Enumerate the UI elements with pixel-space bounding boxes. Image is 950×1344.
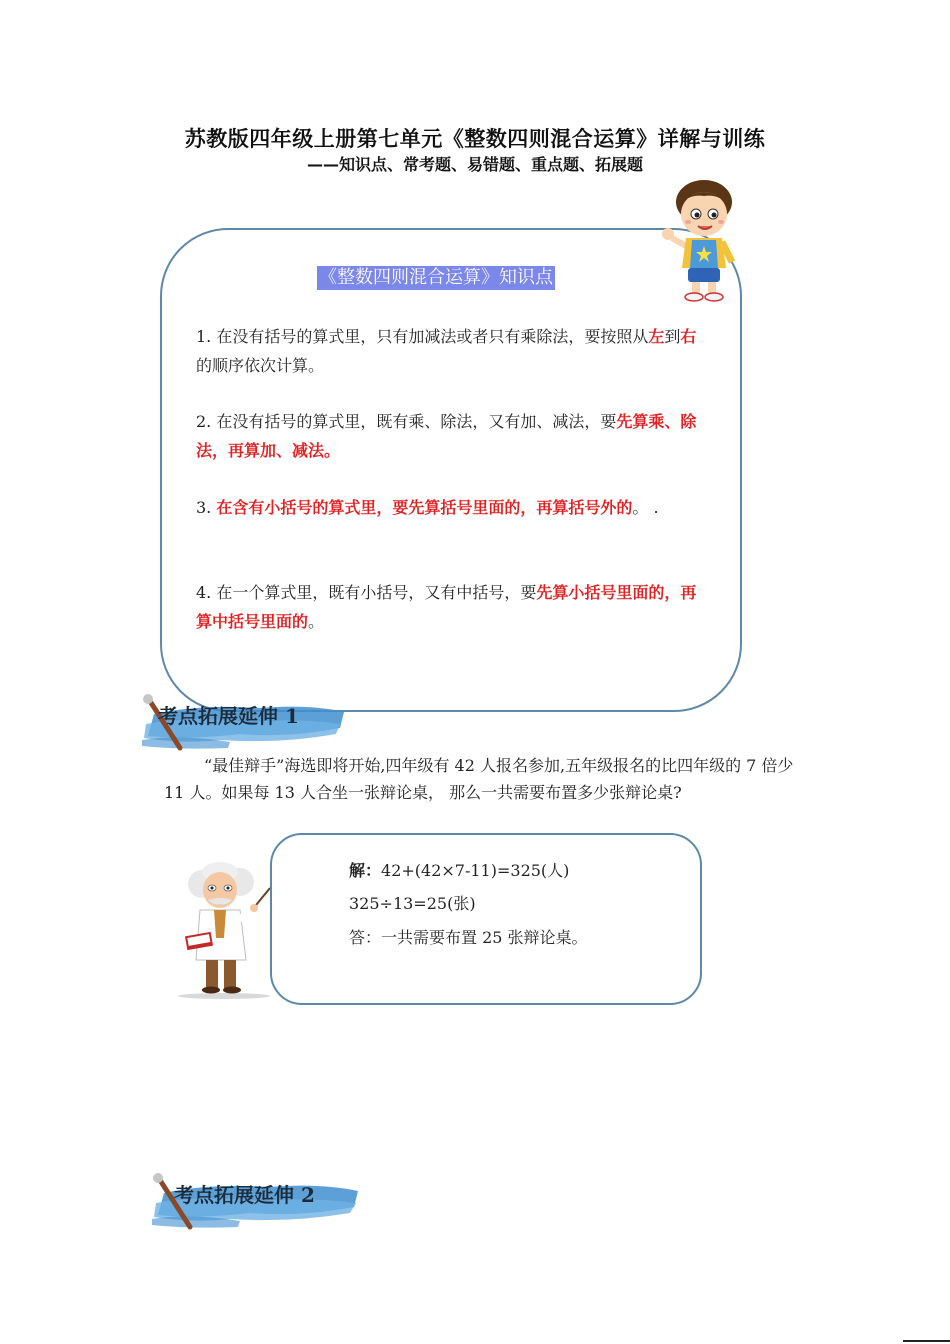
- solution-line-1: 解：42+(42×7-11)=325(人): [349, 861, 570, 880]
- page-corner-rule: [903, 1340, 950, 1342]
- solution-box-1: [270, 833, 702, 1005]
- knowledge-heading: 《整数四则混合运算》知识点: [319, 267, 553, 288]
- problem-text-1: “最佳辩手”海选即将开始,四年级有 42 人报名参加,五年级报名的比四年级的 7 倍少 11 人。如果每 13 人合坐一张辩论桌， 那么一共需要布置多少张辩论桌?: [164, 756, 794, 802]
- section-1-label: 考点拓展延伸 1: [158, 704, 299, 728]
- boy-illustration: [658, 176, 748, 304]
- knowledge-item-2: 2. 在没有括号的算式里，既有乘、除法，又有加、减法，要先算乘、除法，再算加、减法。: [196, 412, 697, 460]
- solution-answer: 答：一共需要布置 25 张辩论桌。: [349, 928, 588, 947]
- knowledge-item-4: 4. 在一个算式里，既有小括号，又有中括号，要先算小括号里面的，再算中括号里面的。: [196, 583, 697, 631]
- knowledge-points-box: [160, 228, 742, 712]
- section-banner-1: [140, 694, 350, 752]
- knowledge-item-1: 1. 在没有括号的算式里，只有加减法或者只有乘除法，要按照从左到右的顺序依次计算。: [196, 327, 697, 375]
- section-banner-2: [150, 1173, 360, 1231]
- professor-illustration: [174, 858, 274, 1000]
- section-2-label: 考点拓展延伸 2: [174, 1183, 315, 1207]
- document-subtitle: ——知识点、常考题、易错题、重点题、拓展题: [306, 155, 643, 174]
- solution-line-2: 325÷13=25(张): [349, 894, 476, 913]
- knowledge-item-3: 3. 在含有小括号的算式里，要先算括号里面的，再算括号外的。 .: [196, 498, 659, 517]
- document-title: 苏教版四年级上册第七单元《整数四则混合运算》详解与训练: [184, 127, 766, 151]
